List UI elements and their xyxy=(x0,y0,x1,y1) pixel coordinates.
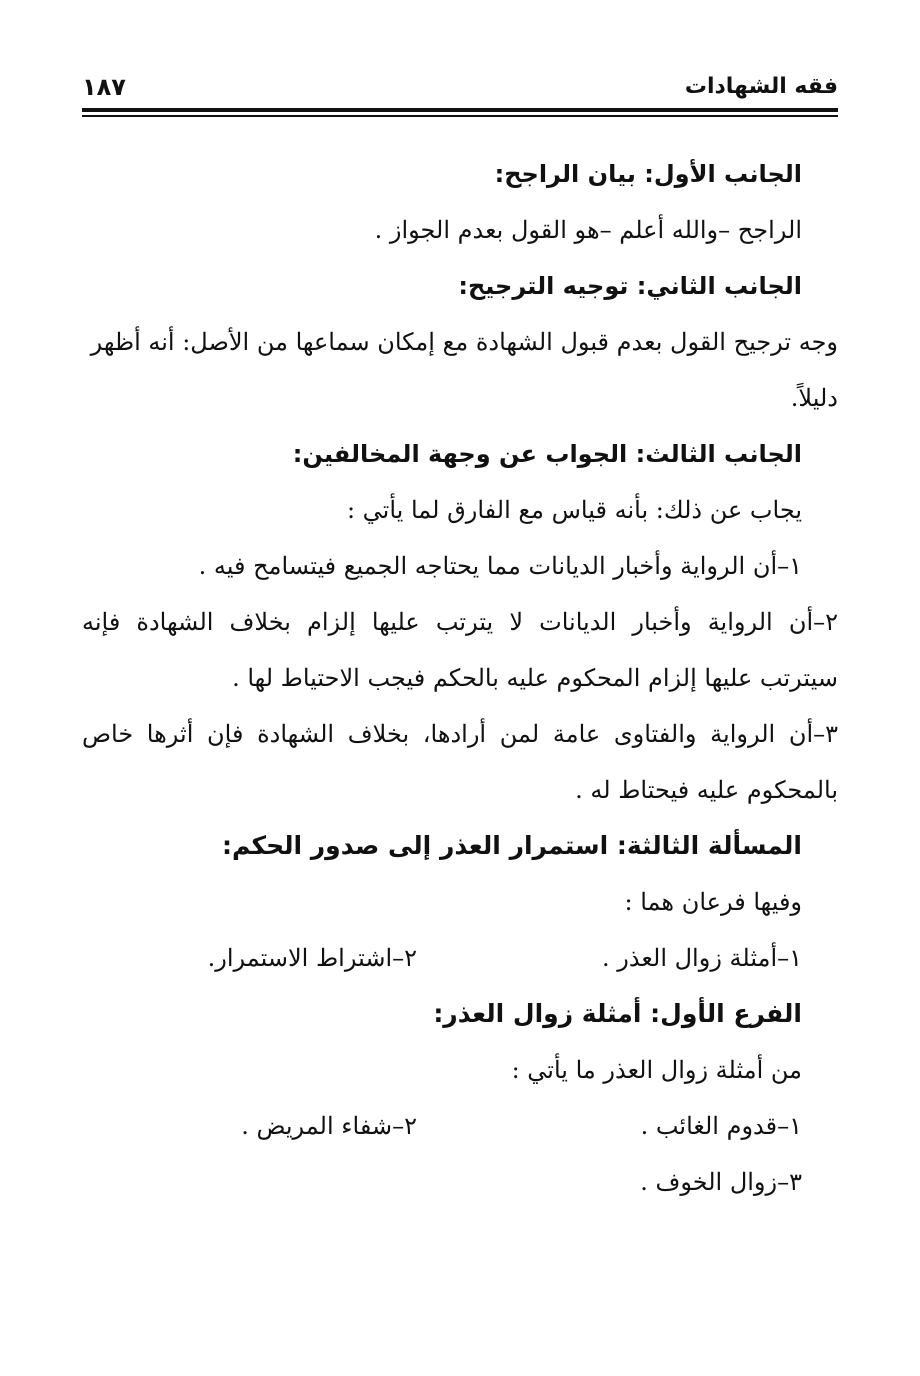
example-item: ٣–زوال الخوف . xyxy=(640,1168,802,1196)
header-rule-thick xyxy=(82,108,838,112)
branch-item: ١–أمثلة زوال العذر . xyxy=(601,944,802,972)
page-number: ١٨٧ xyxy=(82,73,126,101)
point-1: ١–أن الرواية وأخبار الديانات مما يحتاجه الجميع فيتسامح فيه . xyxy=(198,552,802,580)
aspect2-heading: الجانب الثاني: توجيه الترجيح: xyxy=(458,272,802,300)
examples-list xyxy=(82,1098,802,1154)
issue3-intro: وفيها فرعان هما : xyxy=(624,888,802,916)
issue3-heading: المسألة الثالثة: استمرار العذر إلى صدور الحكم: xyxy=(221,831,802,860)
page-header xyxy=(82,70,838,106)
branch1-heading: الفرع الأول: أمثلة زوال العذر: xyxy=(433,999,802,1028)
branches-list xyxy=(82,930,802,986)
aspect2-text: وجه ترجيح القول بعدم قبول الشهادة مع إمكان سماعها من الأصل: أنه أظهر دليلاً. xyxy=(90,328,838,412)
aspect3-heading: الجانب الثالث: الجواب عن وجهة المخالفين: xyxy=(292,440,802,468)
example-item: ١–قدوم الغائب . xyxy=(640,1112,802,1140)
aspect1-text: الراجح –والله أعلم –هو القول بعدم الجواز . xyxy=(374,216,802,244)
branch-item: ٢–اشتراط الاستمرار. xyxy=(207,944,417,972)
aspect1-heading: الجانب الأول: بيان الراجح: xyxy=(494,160,802,188)
header-rule-thin xyxy=(82,115,838,117)
point-3: ٣–أن الرواية والفتاوى عامة لمن أرادها، بخلاف الشهادة فإن أثرها خاص بالمحكوم عليه فيحتاط له . xyxy=(82,720,838,804)
aspect3-intro: يجاب عن ذلك: بأنه قياس مع الفارق لما يأتي : xyxy=(346,496,802,524)
branch1-intro: من أمثلة زوال العذر ما يأتي : xyxy=(511,1056,802,1084)
point-2: ٢–أن الرواية وأخبار الديانات لا يترتب عليها إلزام بخلاف الشهادة فإنه سيترتب عليها إلزام المحكوم عليه بالحكم فيجب الاحتياط لها . xyxy=(82,608,838,692)
example-item: ٢–شفاء المريض . xyxy=(241,1112,417,1140)
page-body xyxy=(82,146,838,1210)
running-title: فقه الشهادات xyxy=(684,74,838,99)
